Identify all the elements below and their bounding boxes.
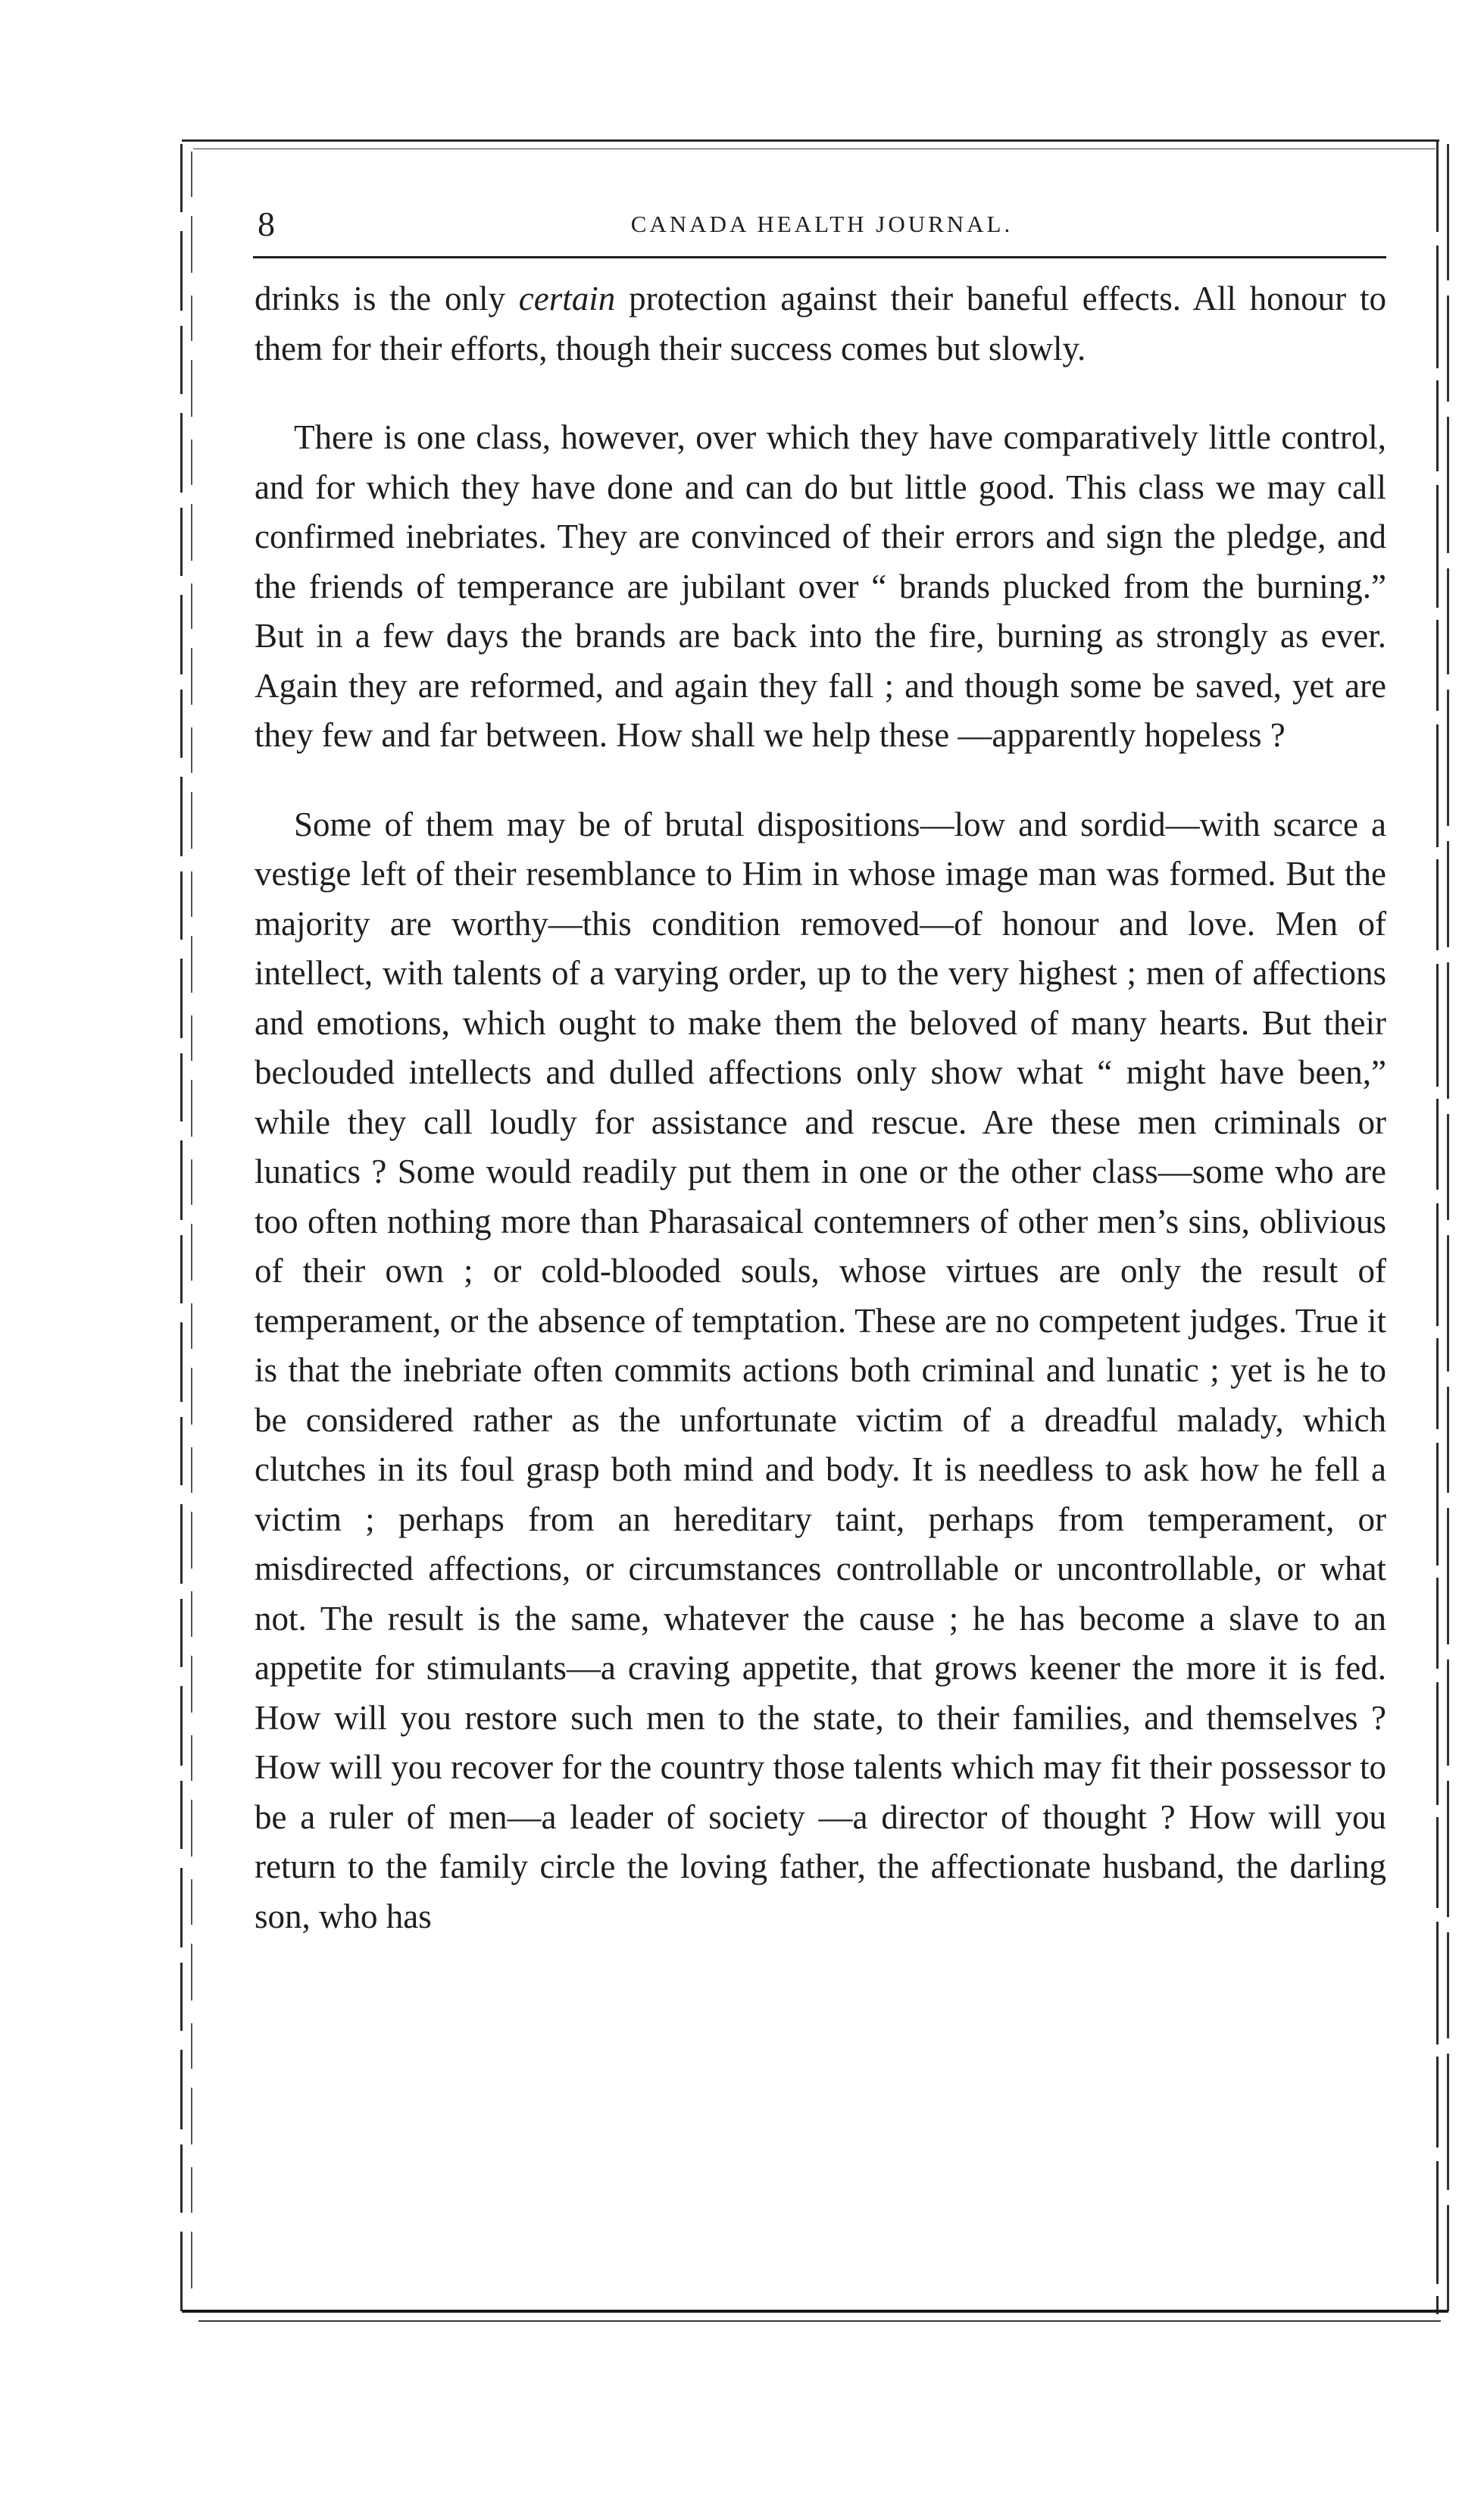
header-rule [253, 256, 1386, 258]
page-frame-left-border [180, 144, 183, 2311]
page-frame-right-outer-border [1447, 144, 1449, 2319]
page-header [258, 203, 1386, 249]
page-frame-bottom-border [182, 2310, 1448, 2313]
page-frame-left-inner-border [191, 152, 192, 2311]
italic-word: certain [518, 280, 616, 318]
running-head: CANADA HEALTH JOURNAL. [630, 211, 1014, 237]
page-frame-bottom-outer-border [198, 2320, 1441, 2322]
paragraph: Some of them may be of brutal dispositions—low and sordid—with scarce a vestige left of their resemblance to Him in whose image man was formed. But the majority are worthy—this condition removed—of honour and love. Men of intellect, with talents of a varying order, up to the very highest ; men of affections and emotions, which ought to make them the beloved of many hearts. But their beclouded intellects and dulled affections only show what “ might have been,” while they call loudly for assistance and rescue. Are these men criminals or lunatics ? Some would readily put them in one or the other class—some who are too often nothing more than Pharasaical contemners of other men’s sins, oblivious of their own ; or cold-blooded souls, whose virtues are only the result of temperament, or the absence of temptation. These are no competent judges. True it is that the inebriate often commits actions both criminal and lunatic ; yet is he to be considered rather as the unfortunate victim of a dreadful malady, which clutches in its foul grasp both mind and body. It is needless to ask how he fell a victim ; perhaps from an hereditary taint, perhaps from temperament, or misdirected affections, or circumstances controllable or uncontrollable, or what not. The result is the same, whatever the cause ; he has become a slave to an appetite for stimulants—a craving appetite, that grows keener the more it is fed. How will you restore such men to the state, to their families, and themselves ? How will you recover for the country those talents which may fit their possessor to be a ruler of men—a leader of society —a director of thought ? How will you return to the family circle the loving father, the affectionate husband, the darling son, who has [255, 805, 1386, 1935]
paragraph-continued [255, 274, 1386, 374]
page-number: 8 [258, 205, 276, 243]
paragraph-text-before-italic: drinks is the only [255, 280, 519, 318]
article-body [255, 274, 1386, 1941]
paragraph: There is one class, however, over which they have comparatively little control, and for which they have done and can do but little good. This class we may call confirmed inebriates. They are convinced of their errors and sign the pledge, and the friends of temperance are jubilant over “ brands plucked from the burning.” But in a few days the brands are back into the fire, burning as strongly as ever. Again they are reformed, and again they fall ; and though some be saved, yet are they few and far between. How shall we help these —apparently hopeless ? [255, 418, 1386, 754]
page-frame-top-border [182, 139, 1439, 142]
paragraph-text-after-italic: protection against their baneful effects. All honour to them for their efforts, though their success comes but slowly. [255, 280, 1386, 368]
page-frame-right-border [1436, 141, 1439, 2314]
